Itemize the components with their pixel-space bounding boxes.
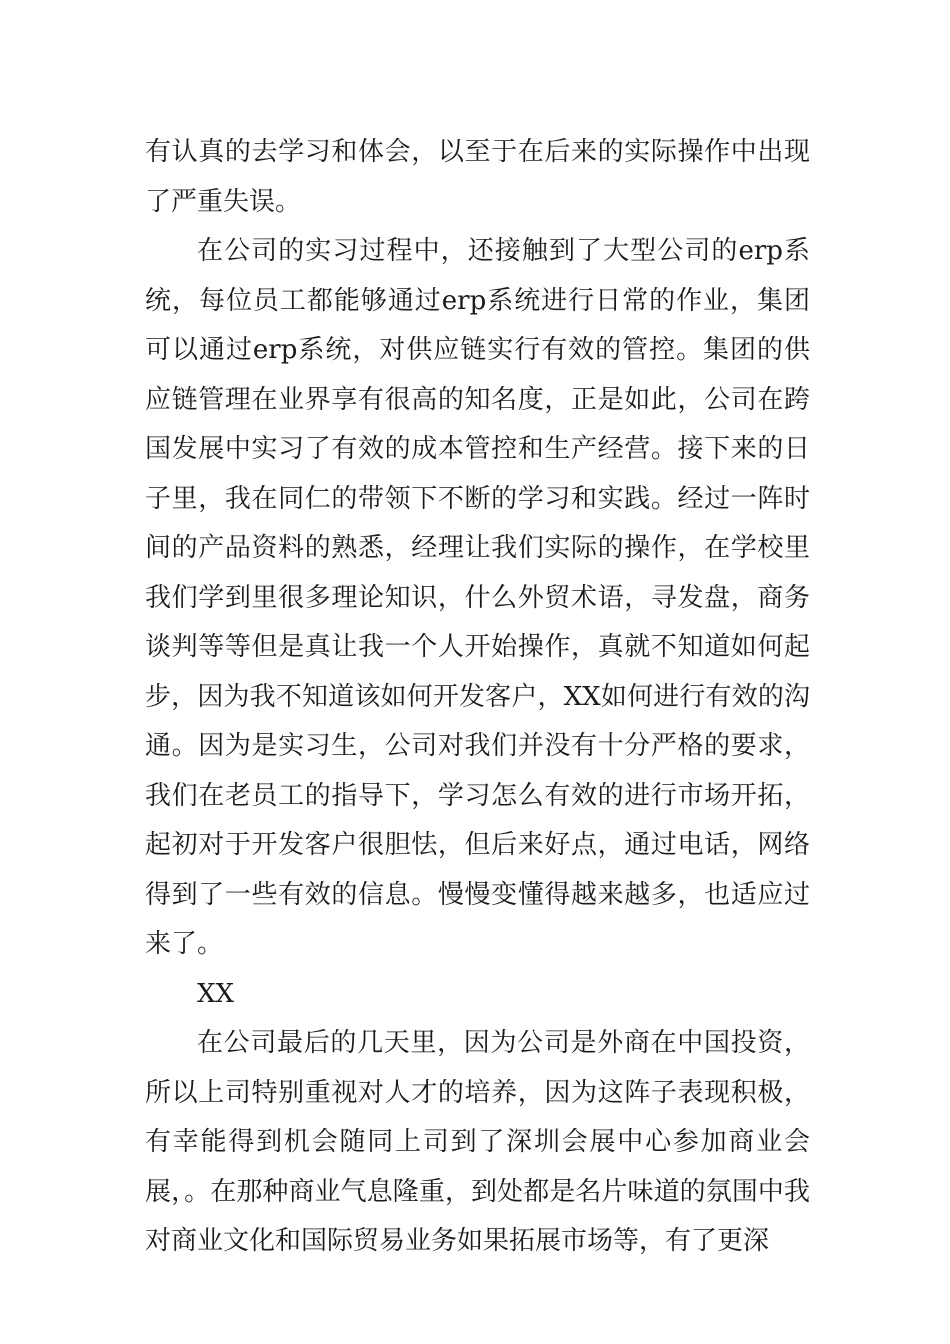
paragraph-internship-erp: 在公司的实习过程中，还接触到了大型公司的erp系统，每位员工都能够通过erp系统进行日常的作业，集团可以通过erp系统，对供应链实行有效的管控。集团的供应链管理在业界享有很高的知名度，正是如此，公司在跨国发展中实习了有效的成本管控和生产经营。接下来的日子里，我在同仁的带领下不断的学习和实践。经过一阵时间的产品资料的熟悉，经理让我们实际的操作，在学校里我们学到里很多理论知识，什么外贸术语，寻发盘，商务谈判等等但是真让我一个人开始操作，真就不知道如何起步，因为我不知道该如何开发客户，XX如何进行有效的沟通。因为是实习生，公司对我们并没有十分严格的要求，我们在老员工的指导下，学习怎么有效的进行市场开拓，起初对于开发客户很胆怯，但后来好点，通过电话，网络得到了一些有效的信息。慢慢变懂得越来越多，也适应过来了。 bbox=[145, 236, 810, 959]
document-body bbox=[145, 128, 810, 1267]
paragraph-final-days: 在公司最后的几天里，因为公司是外商在中国投资，所以上司特别重视对人才的培养，因为这阵子表现积极，有幸能得到机会随同上司到了深圳会展中心参加商业会展，。在那种商业气息隆重，到处都是名片味道的氛围中我对商业文化和国际贸易业务如果拓展市场等，有了更深 bbox=[145, 1028, 810, 1256]
paragraph-continuation: 有认真的去学习和体会，以至于在后来的实际操作中出现了严重失误。 bbox=[145, 137, 810, 217]
paragraph-placeholder: XX bbox=[197, 978, 235, 1009]
